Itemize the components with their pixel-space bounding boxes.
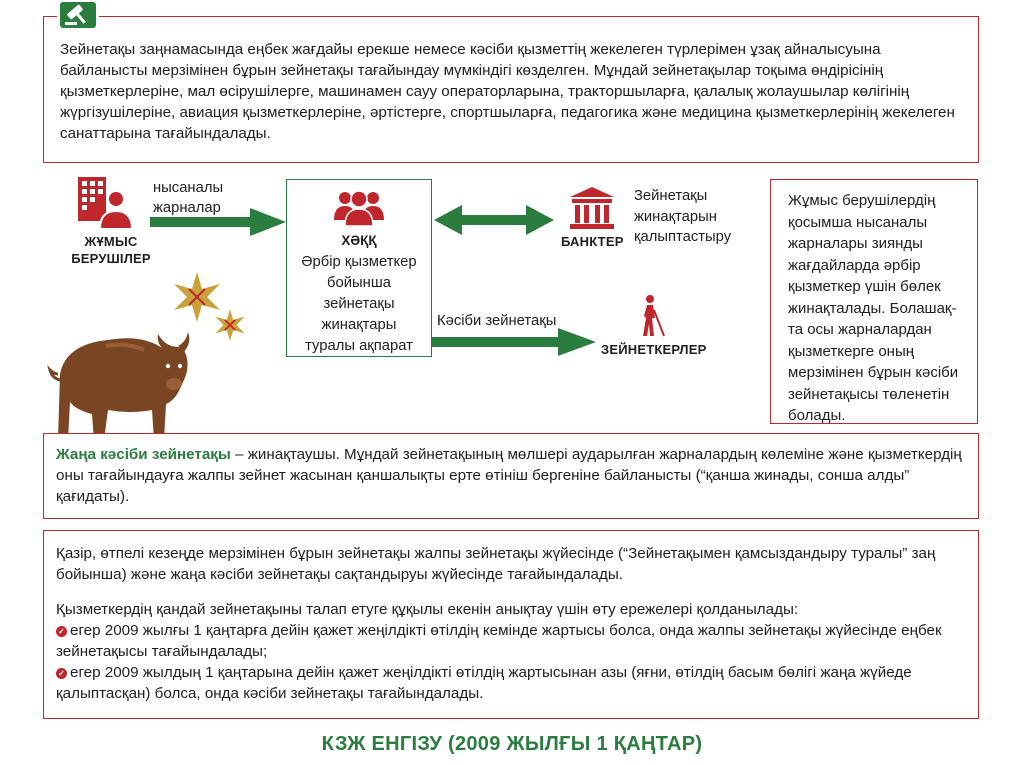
new-pension-highlight: Жаңа кәсіби зейнетақы <box>56 446 231 463</box>
bank-icon <box>568 187 616 236</box>
transition-bullet-2-text: егер 2009 жылдың 1 қаңтарына дейін қажет жеңілдікті өтілдің жартысынан азы (яғни, өтілдің басым бөлігі жаңа жүйеде қалыптасқан) болса, онда кәсіби зейнетақы тағайындалады. <box>56 664 912 702</box>
people-group-icon <box>287 186 431 231</box>
employer-building-icon <box>76 175 132 236</box>
center-title: ХӘҚҚ <box>341 233 377 248</box>
blind-person-icon <box>638 294 668 343</box>
center-text: Әрбір қызметкер бойынша зейнетақы жинақтары туралы ақпарат <box>301 254 417 354</box>
banks-label: БАНКТЕР <box>561 234 624 249</box>
employers-label: ЖҰМЫС БЕРУШІЛЕР <box>71 234 151 266</box>
check-circle-icon: ✓ <box>56 626 67 637</box>
transition-box <box>43 530 979 719</box>
new-pension-text: – жинақтаушы. Мұндай зейнетақының мөлшері аударылған жарналардың көлеміне және қызметкердің оны тағайындауға жалпы зейнет жасынан қаншалықты ерте өтініш бергеніне байланысты (“қанша жинады, сонша алды” қағидаты). <box>56 446 962 505</box>
right-note-text: Жұмыс берушілердің қосымша нысаналы жарналары зиянды жағдайларда әрбір қызметкер үшін бөлек жинақталады. Болашақ-та осы жарналардан қызметкерге оның мерзімінен бұрын кәсіби зейнетақысы төленетін болады. <box>788 192 959 424</box>
banks-note: Зейнетақы жинақтарын қалыптастыру <box>634 188 732 245</box>
gavel-icon <box>57 0 99 30</box>
contributions-arrow <box>150 208 286 236</box>
intro-box <box>43 16 979 163</box>
transition-para-2: Қызметкердің қандай зейнетақыны талап етуге құқылы екенін анықтау үшін өту ережелері қолданылады: <box>56 601 799 618</box>
center-box <box>286 179 432 357</box>
new-pension-box <box>43 433 979 519</box>
right-note-box <box>770 179 978 424</box>
pension-arrow-label: Кәсіби зейнетақы <box>437 313 557 329</box>
transition-bullet-2 <box>56 662 964 704</box>
kazakh-ornament-star-small-icon <box>214 309 246 346</box>
pension-arrow <box>432 328 596 356</box>
footer-title: КЗЖ ЕНГІЗУ (2009 ЖЫЛҒЫ 1 ҚАҢТАР) <box>321 733 703 755</box>
check-circle-icon: ✓ <box>56 668 67 679</box>
transition-bullet-1 <box>56 620 964 662</box>
bull-icon <box>46 322 196 447</box>
transition-bullet-1-text: егер 2009 жылғы 1 қаңтарға дейін қажет жеңілдікті өтілдің кемінде жартысы болса, онда жалпы зейнетақы жүйесінде еңбек зейнетақысы тағайындалады; <box>56 622 942 660</box>
transition-para-1: Қазір, өтпелі кезеңде мерзімінен бұрын зейнетақы жалпы зейнетақы жүйесінде (“Зейнетақымен қамсыздандыру туралы” заң бойынша) және жаңа кәсіби зейнетақы сақтандыруы жүйесінде тағайындалады. <box>56 545 936 583</box>
intro-text: Зейнетақы заңнамасында еңбек жағдайы ерекше немесе кәсіби қызметтің жекелеген түрлерімен ұзақ айналысуына байланысты мерзімінен бұрын зейнетақы тағайындау мүмкіндігі көзделген. Мұндай зейнетақылар тоқыма өндірісінің қызметкерлеріне, мал өсірушілерге, машинамен сауу операторларына, тракторшыларға, қалалық жолаушылар көлігінің жүргізушілеріне, авиация қызметкерлеріне, әртістерге, спортшыларға, педагогика және медицина қызметкерлерінің жекелеген санаттарына тағайындалады. <box>60 41 955 142</box>
workers-label: ЗЕЙНЕТКЕРЛЕР <box>601 342 707 357</box>
banks-double-arrow <box>434 205 554 235</box>
contributions-label: нысаналы жарналар <box>153 180 224 216</box>
new-pension-paragraph <box>56 444 964 507</box>
